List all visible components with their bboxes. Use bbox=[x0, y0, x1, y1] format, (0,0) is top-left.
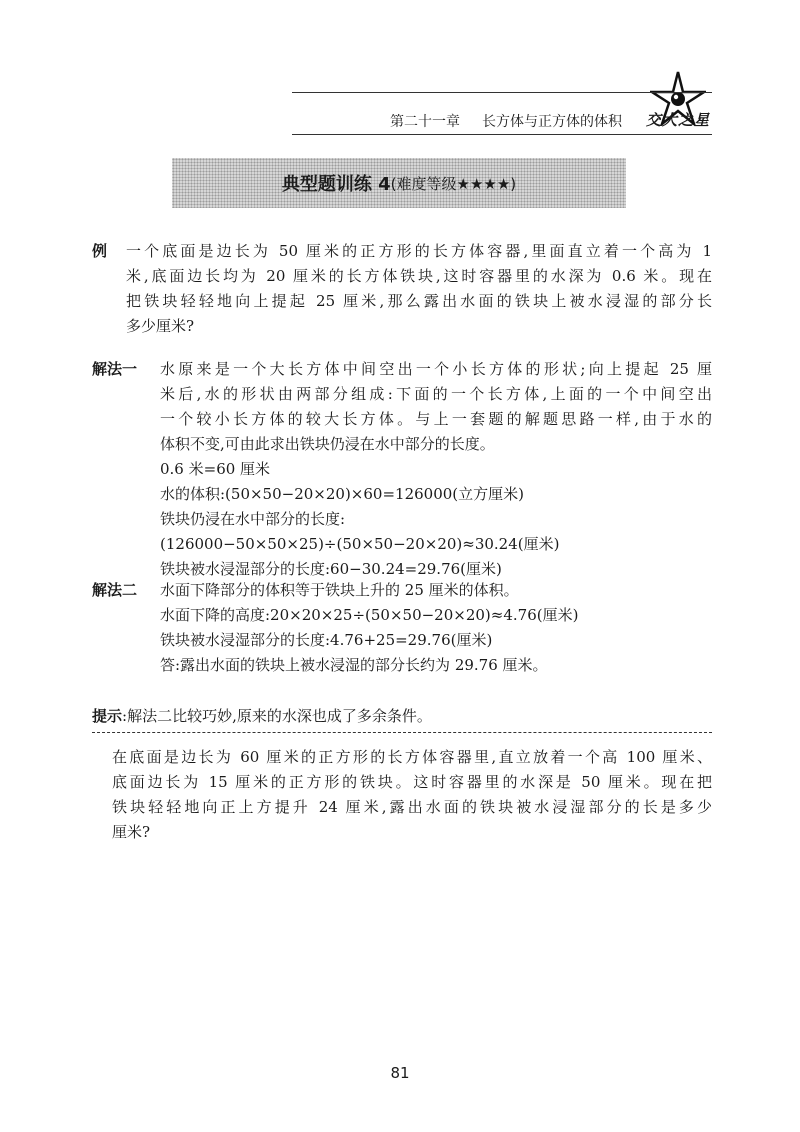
tip-text: :解法二比较巧妙,原来的水深也成了多余条件。 bbox=[122, 707, 432, 725]
solution2-line: 铁块被水浸湿部分的长度:4.76+25=29.76(厘米) bbox=[160, 631, 493, 649]
solution1-label: 解法一 bbox=[92, 360, 138, 378]
brand-logo-text: 交大之星 bbox=[646, 111, 711, 129]
solution1-line: 米后,水的形状由两部分组成:下面的一个长方体,上面的一个中间空出 bbox=[160, 385, 712, 403]
example-line: 把铁块轻轻地向上提起 25 厘米,那么露出水面的铁块上被水浸湿的部分长 bbox=[126, 292, 712, 310]
difficulty-rating: (难度等级★★★★) bbox=[390, 174, 517, 193]
section-banner bbox=[172, 158, 626, 208]
example-line: 米,底面边长均为 20 厘米的长方体铁块,这时容器里的水深为 0.6 米。现在 bbox=[126, 267, 712, 285]
header-top-rule bbox=[292, 92, 712, 93]
header-bottom-rule bbox=[292, 134, 712, 135]
solution1-line: 0.6 米=60 厘米 bbox=[160, 460, 271, 478]
solution1-line: 一个较小长方体的较大长方体。与上一套题的解题思路一样,由于水的 bbox=[160, 410, 712, 428]
solution1-line: 体积不变,可由此求出铁块仍浸在水中部分的长度。 bbox=[160, 435, 495, 453]
page-number: 81 bbox=[390, 1064, 410, 1082]
example-line: 一个底面是边长为 50 厘米的正方形的长方体容器,里面直立着一个高为 1 bbox=[126, 242, 712, 260]
solution1-line: 水原来是一个大长方体中间空出一个小长方体的形状;向上提起 25 厘 bbox=[160, 360, 712, 378]
exercise-line: 在底面是边长为 60 厘米的正方形的长方体容器里,直立放着一个高 100 厘米、 bbox=[112, 748, 712, 766]
tip-label: 提示 bbox=[92, 707, 123, 725]
solution1-body bbox=[160, 357, 712, 582]
solution1-line: 铁块仍浸在水中部分的长度: bbox=[160, 510, 346, 528]
chapter-title: 长方体与正方体的体积 bbox=[482, 114, 622, 130]
exercise-problem bbox=[112, 745, 712, 845]
running-head bbox=[390, 111, 622, 131]
solution2-line: 水面下降的高度:20×20×25÷(50×50−20×20)≈4.76(厘米) bbox=[160, 606, 579, 624]
solution2-line: 答:露出水面的铁块上被水浸湿的部分长约为 29.76 厘米。 bbox=[160, 656, 548, 674]
dashed-divider bbox=[92, 732, 712, 733]
section-title bbox=[172, 158, 626, 208]
exercise-line: 厘米? bbox=[112, 823, 151, 841]
solution1-line: 水的体积:(50×50−20×20)×60=126000(立方厘米) bbox=[160, 485, 524, 503]
solution1-line: 铁块被水浸湿部分的长度:60−30.24=29.76(厘米) bbox=[160, 560, 502, 578]
example-problem bbox=[126, 239, 712, 339]
exercise-line: 铁块轻轻地向正上方提升 24 厘米,露出水面的铁块被水浸湿部分的长是多少 bbox=[112, 798, 712, 816]
solution2-line: 水面下降部分的体积等于铁块上升的 25 厘米的体积。 bbox=[160, 581, 519, 599]
tip bbox=[92, 704, 712, 729]
solution2-label: 解法二 bbox=[92, 581, 138, 599]
section-title-main: 典型题训练 4 bbox=[281, 174, 391, 195]
solution1-line: (126000−50×50×25)÷(50×50−20×20)≈30.24(厘米) bbox=[160, 535, 560, 553]
exercise-line: 底面边长为 15 厘米的正方形的铁块。这时容器里的水深是 50 厘米。现在把 bbox=[112, 773, 712, 791]
solution2-body bbox=[160, 578, 712, 678]
example-line: 多少厘米? bbox=[126, 317, 195, 335]
example-label: 例 bbox=[92, 242, 108, 260]
chapter-number: 第二十一章 bbox=[390, 114, 460, 130]
